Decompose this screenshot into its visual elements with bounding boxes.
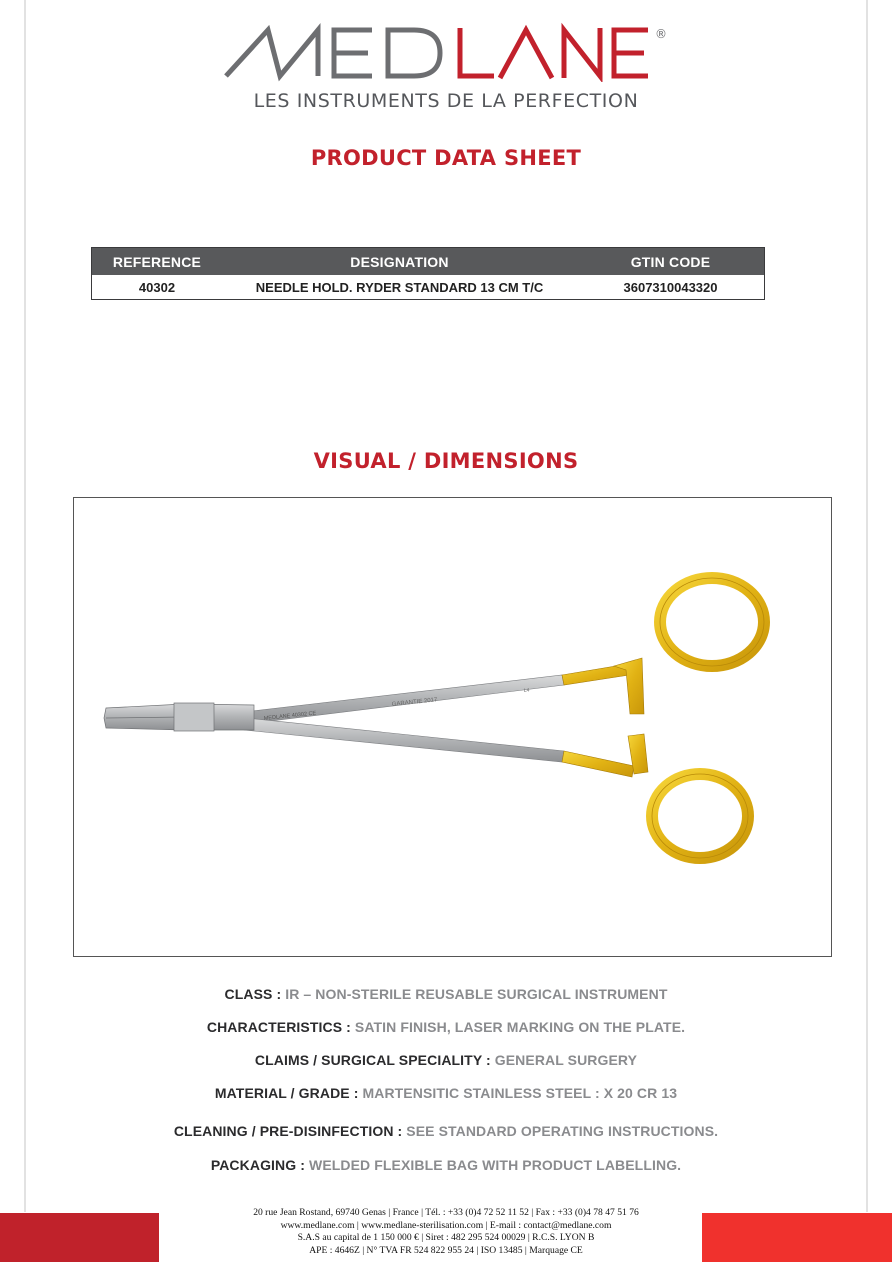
footer-web: www.medlane.com | www.medlane-sterilisation.com | E-mail : contact@medlane.com [280,1219,612,1231]
upper-ratchet [614,658,644,714]
medlane-logo [222,22,652,82]
spec-label: CLASS : [224,986,286,1002]
lower-gold-shank [562,751,634,777]
spec-label: CHARACTERISTICS : [206,1019,355,1035]
spec-packaging [0,1157,892,1173]
footer-contact [0,1207,892,1257]
brand-tagline: LES INSTRUMENTS DE LA PERFECTION [253,90,639,112]
footer-address: 20 rue Jean Rostand, 69740 Genas | France | Tél. : +33 (0)4 72 52 11 52 | Fax : +33 (0)4 78 47 51 76 [253,1207,639,1218]
cell-gtin-code: 3607310043320 [623,279,718,295]
spec-label: MATERIAL / GRADE : [214,1085,363,1101]
engraving-reference: MEDLANE 40302 CE [263,710,317,722]
table-row [92,275,764,299]
product-data-sheet-title: PRODUCT DATA SHEET [310,146,582,170]
engraving-l4: L4 [523,687,530,694]
header-designation: DESIGNATION [350,253,449,270]
spec-characteristics [0,1019,892,1035]
registered-mark: ® [655,27,667,41]
spec-cleaning [0,1123,892,1139]
spec-material [0,1085,892,1101]
cell-reference: 40302 [138,279,176,295]
instrument-visual-box [73,497,832,957]
spec-class [0,986,892,1002]
spec-value: SATIN FINISH, LASER MARKING ON THE PLATE. [354,1019,686,1035]
header-gtin-code: GTIN CODE [630,253,711,270]
footer-legal: S.A.S au capital de 1 150 000 € | Siret : 482 295 524 00029 | R.C.S. LYON B [297,1232,595,1243]
engraving-guarantee: GARANTIE 2017 [391,697,438,708]
needle-holder-illustration [74,498,831,956]
visual-dimensions-title: VISUAL / DIMENSIONS [313,449,579,473]
upper-finger-ring [660,578,764,666]
spec-claims [0,1052,892,1068]
cell-designation: NEEDLE HOLD. RYDER STANDARD 13 CM T/C [255,279,544,295]
footer-certification: APE : 4646Z | N° TVA FR 524 822 955 24 | ISO 13485 | Marquage CE [309,1244,583,1256]
spec-label: CLAIMS / SURGICAL SPECIALITY : [254,1052,495,1068]
lower-finger-ring [652,774,748,858]
spec-value: IR – NON-STERILE REUSABLE SURGICAL INSTRUMENT [285,986,668,1002]
table-header-row [92,248,764,275]
spec-value: WELDED FLEXIBLE BAG WITH PRODUCT LABELLING. [309,1157,682,1173]
spec-value: SEE STANDARD OPERATING INSTRUCTIONS. [406,1123,719,1139]
header-reference: REFERENCE [112,253,202,270]
spec-label: CLEANING / PRE-DISINFECTION : [173,1123,407,1139]
reference-table [91,247,765,300]
spec-label: PACKAGING : [210,1157,309,1173]
spec-value: GENERAL SURGERY [494,1052,638,1068]
lower-shaft [244,718,564,762]
spec-value: MARTENSITIC STAINLESS STEEL : X 20 CR 13 [362,1085,678,1101]
box-joint [174,703,214,731]
